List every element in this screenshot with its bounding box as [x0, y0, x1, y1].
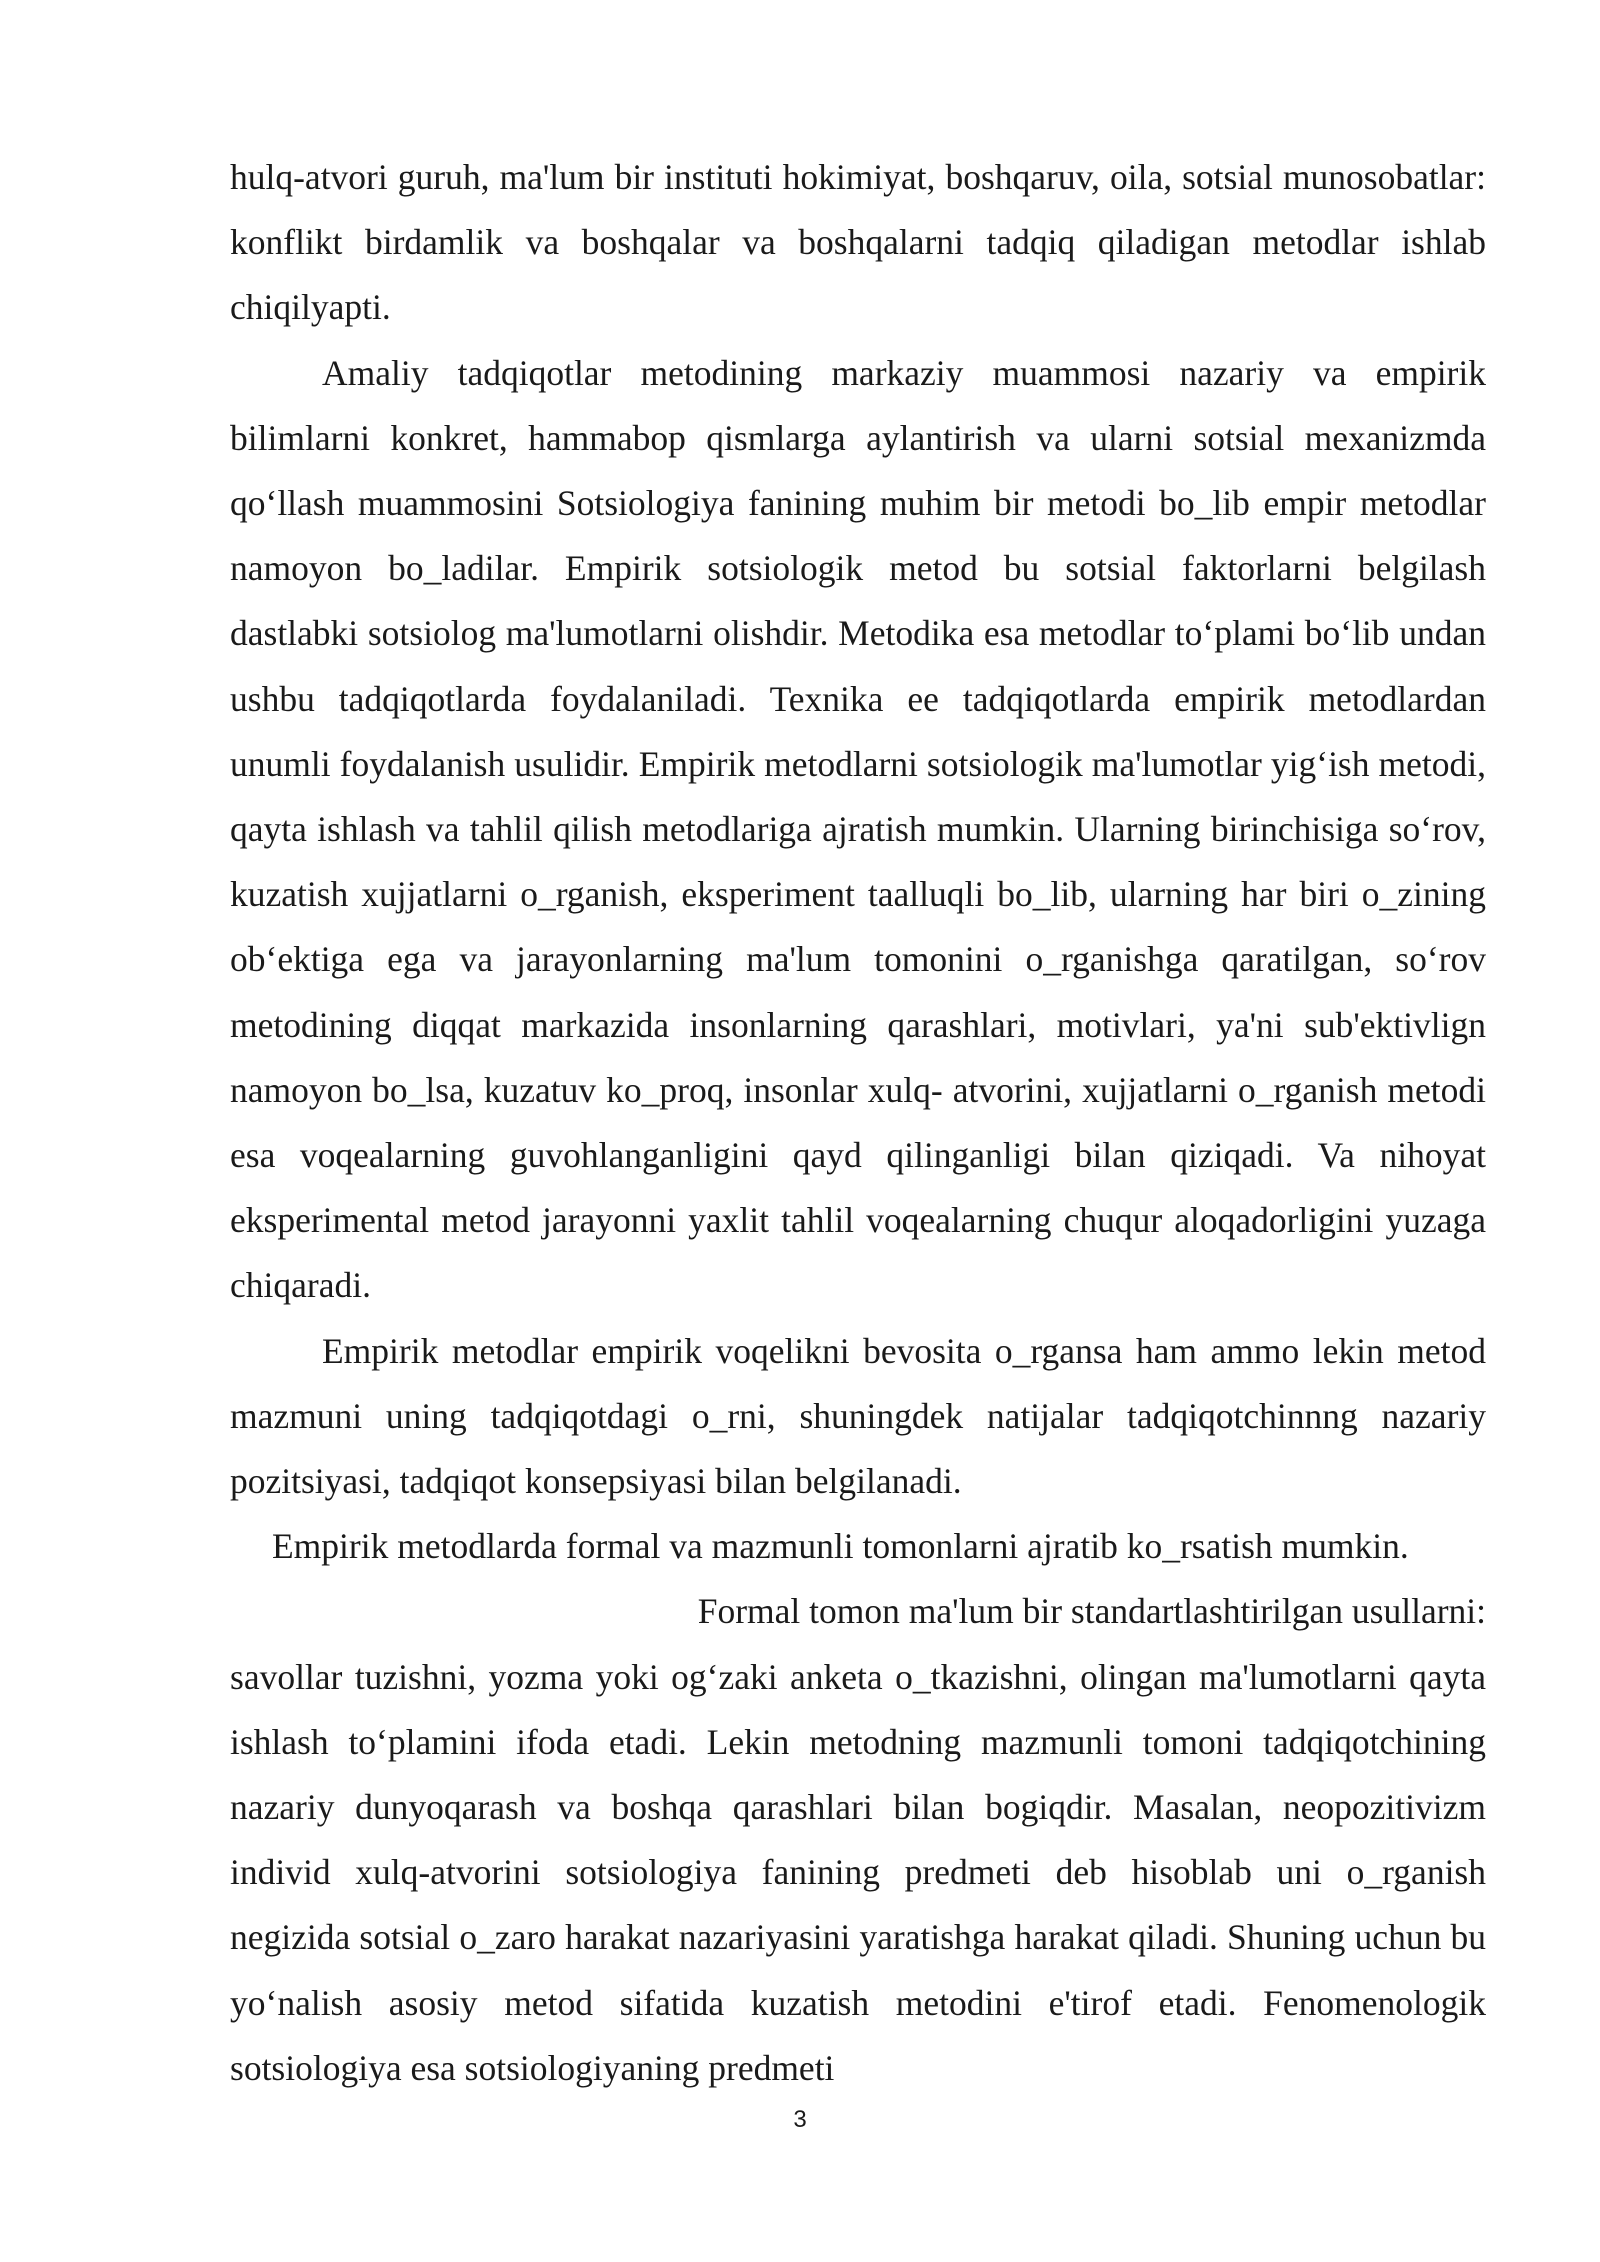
paragraph-empirical-methods: Empirik metodlar empirik voqelikni bevosita o_rgansa ham ammo lekin metod mazmuni uning tadqiqotdagi o_rni, shuningdek natijalar tadqiqotchinnng nazariy pozitsiyasi, tadqiqot konsepsiyasi bilan belgilanadi.	[230, 1330, 1486, 1502]
paragraph-formal-side-body: savollar tuzishni, yozma yoki og‘zaki anketa o_tkazishni, olingan ma'lumotlarni qayta ishlash to‘plamini ifoda etadi. Lekin metodning mazmunli tomoni tadqiqotchining nazariy dunyoqarash va boshqa qarashlari bilan bogiqdir. Masalan, neopozitivizm individ xulq-atvorini sotsiologiya fanining predmeti deb hisoblab uni o_rganish negizida sotsial o_zaro harakat nazariyasini yaratishga harakat qiladi. Shuning uchun bu yo‘nalish asosiy metod sifatida kuzatish metodini e'tirof etadi. Fenomenologik sotsiologiya esa sotsiologiyaning predmeti	[230, 1656, 1486, 2088]
paragraph-continuation: hulq-atvori guruh, ma'lum bir instituti hokimiyat, boshqaruv, oila, sotsial munosobatlar: konflikt birdamlik va boshqalar va boshqalarni tadqiq qiladigan metodlar ishlab chiqilyapti.	[230, 157, 1486, 328]
paragraph-formal-content-sides: Empirik metodlarda formal va mazmunli tomonlarni ajratib ko_rsatish mumkin.	[272, 1526, 1409, 1567]
paragraph-applied-research: Amaliy tadqiqotlar metodining markaziy muammosi nazariy va empirik bilimlarni konkret, hammabop qismlarga aylantirish va ularni sotsial mexanizmda qo‘llash muammosini Sotsiologiya fanining muhim bir metodi bo_lib empir metodlar namoyon bo_ladilar. Empirik sotsiologik metod bu sotsial faktorlarni belgilash dastlabki sotsiolog ma'lumotlarni olishdir. Metodika esa metodlar to‘plami bo‘lib undan ushbu tadqiqotlarda foydalaniladi. Texnika ee tadqiqotlarda empirik metodlardan unumli foydalanish usulidir. Empirik metodlarni sotsiologik ma'lumotlar yig‘ish metodi, qayta ishlash va tahlil qilish metodlariga ajratish mumkin. Ularning birinchisiga so‘rov, kuzatish xujjatlarni o_rganish, eksperiment taalluqli bo_lib, ularning har biri o_zining ob‘ektiga ega va jarayonlarning ma'lum tomonini o_rganishga qaratilgan, so‘rov metodining diqqat markazida insonlarning qarashlari, motivlari, ya'ni sub'ektivlign namoyon bo_lsa, kuzatuv ko_proq, insonlar xulq- atvorini, xujjatlarni o_rganish metodi esa voqealarning guvohlanganligini qayd qilinganligi bilan qiziqadi. Va nihoyat eksperimental metod jarayonni yaxlit tahlil voqealarning chuqur aloqadorligini yuzaga chiqaradi.	[230, 352, 1486, 1306]
page-number: 3	[793, 2106, 807, 2133]
paragraph-formal-side-heading: Formal tomon ma'lum bir standartlashtirilgan usullarni:	[697, 1591, 1486, 1632]
body-text	[230, 145, 1486, 2101]
